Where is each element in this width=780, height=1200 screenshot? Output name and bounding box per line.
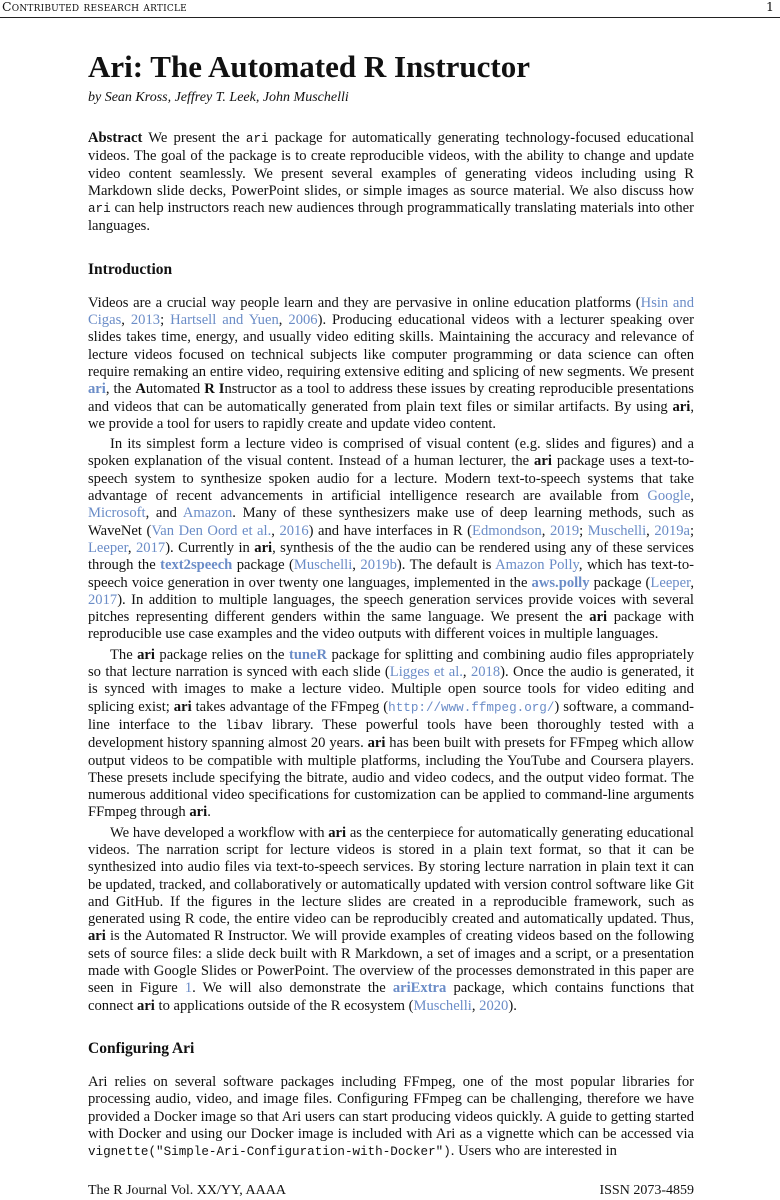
text: ). Currently in	[165, 539, 255, 556]
text: , which has text-to-speech voice generation in over twenty one languages, implemented in the	[88, 557, 694, 591]
text: to applications outside of the R ecosystem (	[154, 997, 414, 1014]
journal-volume: The R Journal Vol. XX/YY, AAAA	[88, 1183, 286, 1198]
page-number: 1	[766, 0, 774, 14]
package-name: ari	[672, 398, 691, 415]
text: Videos are a crucial way people learn and they are pervasive in online education platforms (	[88, 294, 641, 311]
amazon-polly-link[interactable]: Amazon Polly	[495, 557, 579, 574]
text: . Many of these synthesizers make use of deep learning methods, such as WaveNet (	[88, 505, 694, 539]
text: library. These powerful tools have been thoroughly tested with a development history spanning almost 20 years.	[88, 716, 694, 752]
text: package uses a text-to-speech system to synthesize spoken audio for a lecture. Modern text-to-speech systems that take advantage of recent advancements in artificial intelligence research are available from	[88, 453, 694, 505]
amazon-link[interactable]: Amazon	[182, 505, 233, 522]
acronym-letter: I	[218, 381, 225, 398]
text: ,	[462, 664, 471, 681]
citation-link[interactable]: Leeper	[88, 539, 128, 556]
text: takes advantage of the FFmpeg (	[191, 698, 389, 715]
text: ).	[508, 997, 517, 1014]
text: ,	[471, 997, 480, 1014]
text: , we provide a tool for users to rapidly create and update video content.	[88, 398, 694, 432]
text: ,	[121, 312, 131, 329]
text: The	[110, 646, 138, 663]
text: In its simplest form a lecture video is comprised of visual content (e.g. slides and figures) and a spoken explanation of the visual content. Instead of a human lecturer, the	[88, 436, 694, 470]
citation-link[interactable]: 2013	[130, 312, 161, 329]
package-link-tuner[interactable]: tuneR	[288, 646, 328, 663]
microsoft-link[interactable]: Microsoft	[88, 505, 146, 522]
citation-link[interactable]: 2018	[470, 664, 501, 681]
text: utomated	[145, 381, 205, 398]
text: ). Once the audio is generated, it is synced with images to make a lecture video. Multiple open source tools for video editing and splicing exist;	[88, 664, 695, 715]
package-name: ari	[254, 539, 273, 556]
text: as the centerpiece for automatically generating educational videos. The narration script for lecture videos is stored in a plain text format, so that it can be synthesized into audio files via text-to-speech services. By storing lecture narration in plain text it can be updated, tracked, and collaboratively or automatically updated with version control software like Git and GitHub. If the figures in the lecture slides are created in a reproducible framework, such as generated using R code, the entire video can be reproducibly created and automatically updated. Thus,	[88, 824, 694, 928]
text: package for splitting and combining audio files appropriately so that lecture narration is synced with each slide (	[88, 646, 694, 681]
intro-paragraph-1	[88, 295, 694, 433]
citation-link[interactable]: 2019a	[654, 522, 691, 539]
citation-link[interactable]: Muschelli	[413, 997, 472, 1014]
acronym-letter: R	[204, 381, 215, 398]
text: , the	[105, 381, 136, 398]
text: . We will also demonstrate the	[192, 980, 393, 997]
text: ;	[160, 312, 171, 329]
author-line: by Sean Kross, Jeffrey T. Leek, John Muschelli	[88, 90, 349, 105]
text: ). Producing educational videos with a lecturer speaking over slides takes time, energy, and usually video editing skills. Maintaining the accuracy and relevance of lecture videos focused on technical subjects like computer programming or data science can often require remaking an entire video, requiring extensive editing and splicing of new segments. We present	[88, 312, 695, 380]
text: .	[207, 804, 211, 821]
package-name: ari	[173, 698, 192, 715]
text: ) and have interfaces in R (	[308, 522, 473, 539]
page-footer	[88, 1183, 694, 1199]
text: package (	[232, 557, 294, 574]
citation-link[interactable]: 2017	[88, 591, 118, 608]
ffmpeg-url-link[interactable]: http://www.ffmpeg.org/	[388, 700, 555, 715]
text: is the Automated R Instructor. We will provide examples of creating videos based on the following sets of source files: a slide deck built with R Markdown, a set of images and a script, or a presentation made with Google Slides or PowerPoint. The overview of the processes demonstrated in this paper are seen in Figure	[88, 928, 694, 997]
text: , and	[145, 505, 183, 522]
section-heading-introduction: Introduction	[88, 260, 173, 278]
article-body	[88, 48, 694, 1161]
text: ;	[579, 522, 588, 539]
package-name: ari	[534, 453, 552, 470]
text: package relies on the	[154, 646, 289, 663]
configuring-paragraph-1	[88, 1074, 694, 1161]
text: ,	[690, 488, 694, 505]
text: We have developed a workflow with	[110, 824, 329, 841]
package-name: ari	[137, 646, 155, 663]
text: ,	[690, 574, 694, 591]
text: package with reproducible use case examples and the video outputs with different voices in multiple languages.	[88, 609, 695, 643]
running-header-section: Contributed research article	[2, 0, 187, 14]
citation-link[interactable]: Van Den Oord et al.	[151, 522, 272, 539]
inline-code: ari	[88, 202, 111, 217]
citation-link[interactable]: 2020	[479, 997, 509, 1014]
section-heading-configuring-ari: Configuring Ari	[88, 1039, 195, 1057]
text: ,	[646, 522, 655, 539]
package-name: ari	[328, 824, 347, 841]
citation-link[interactable]: 2006	[288, 312, 318, 329]
citation-link[interactable]: 2019b	[360, 557, 397, 574]
package-name: ari	[189, 804, 208, 821]
text: Ari relies on several software packages including FFmpeg, one of the most popular libraries for processing audio, video, and image files. Configuring FFmpeg can be challenging, therefore we have provided a Docker image so that Ari users can start producing videos quickly. A guide to getting started with Docker and using our Docker image is included with Ari as a vignette which can be accessed via	[88, 1073, 694, 1142]
citation-link[interactable]: 2017	[136, 539, 166, 556]
abstract-text: We present the	[142, 130, 246, 146]
citation-link[interactable]: Hsin and Cigas	[88, 294, 694, 329]
text: , synthesis of the the audio can be rendered using any of these services through the	[88, 539, 694, 574]
text: ,	[541, 522, 550, 539]
citation-link[interactable]: Hartsell and Yuen	[170, 312, 279, 329]
text: ,	[127, 539, 136, 556]
text: ,	[278, 312, 289, 329]
intro-paragraph-4	[88, 825, 694, 1015]
citation-link[interactable]: 2019	[549, 522, 580, 539]
package-link-ari[interactable]: ari	[88, 381, 106, 398]
text: ;	[690, 522, 695, 539]
citation-link[interactable]: 2016	[279, 522, 309, 539]
text: ,	[271, 522, 280, 539]
citation-link[interactable]: Muschelli	[587, 522, 647, 539]
text: has been built with presets for FFmpeg which allow output videos to be compatible with multiple platforms, including the YouTube and Coursera players. These presets include specifying the bitrate, audio and video codecs, and the output video format. The numerous additional video specifications for customization can be applied to command-line arguments FFmpeg through	[88, 735, 695, 821]
intro-paragraph-3	[88, 647, 694, 822]
abstract-text: package for automatically generating technology-focused educational videos. The goal of the package is to create reproducible videos, with the ability to change and update video content seamlessly. We present several examples of generating videos including using R Markdown slide decks, PowerPoint slides, or simple images as source material. We also discuss how	[88, 130, 694, 199]
text: ,	[352, 557, 361, 574]
package-link-text2speech[interactable]: text2speech	[160, 557, 233, 574]
citation-link[interactable]: Leeper	[650, 574, 691, 591]
citation-link[interactable]: Muschelli	[293, 557, 353, 574]
text: nstructor as a tool to address these issues by creating reproducible presentations and videos that can be automatically generated from plain text files or similar artifacts. By using	[88, 381, 694, 415]
running-header	[0, 0, 780, 18]
inline-code: vignette("Simple-Ari-Configuration-with-Docker")	[88, 1145, 451, 1160]
google-link[interactable]: Google	[647, 488, 691, 505]
intro-paragraph-2	[88, 436, 694, 644]
text: ). The default is	[396, 557, 496, 574]
text: package (	[589, 574, 651, 591]
acronym-letter: A	[135, 381, 146, 398]
package-name: ari	[589, 609, 608, 626]
package-name: ari	[137, 997, 155, 1014]
citation-link[interactable]: Ligges et al.	[389, 664, 463, 681]
abstract	[88, 130, 694, 236]
text: ) software, a command-line interface to the	[88, 698, 694, 733]
abstract-text: can help instructors reach new audiences through programmatically translating materials into other languages.	[88, 200, 694, 235]
inline-code: libav	[225, 718, 264, 733]
citation-link[interactable]: Edmondson	[472, 522, 542, 539]
text: package, which contains functions that connect	[88, 980, 694, 1014]
abstract-label: Abstract	[88, 130, 143, 146]
issn: ISSN 2073-4859	[599, 1183, 694, 1198]
inline-code: ari	[245, 132, 269, 146]
article-title: Ari: The Automated R Instructor	[88, 49, 531, 84]
package-link-ariextra[interactable]: ariExtra	[392, 980, 447, 997]
text: . Users who are interested in	[450, 1143, 617, 1160]
text: ). In addition to multiple languages, the speech generation services provide voices with several pitches representing different genders within the same language. We present the	[88, 591, 694, 626]
package-link-aws-polly[interactable]: aws.polly	[531, 574, 590, 591]
figure-reference-link[interactable]: 1	[184, 980, 193, 997]
package-name: ari	[88, 928, 106, 945]
package-name: ari	[367, 735, 386, 752]
